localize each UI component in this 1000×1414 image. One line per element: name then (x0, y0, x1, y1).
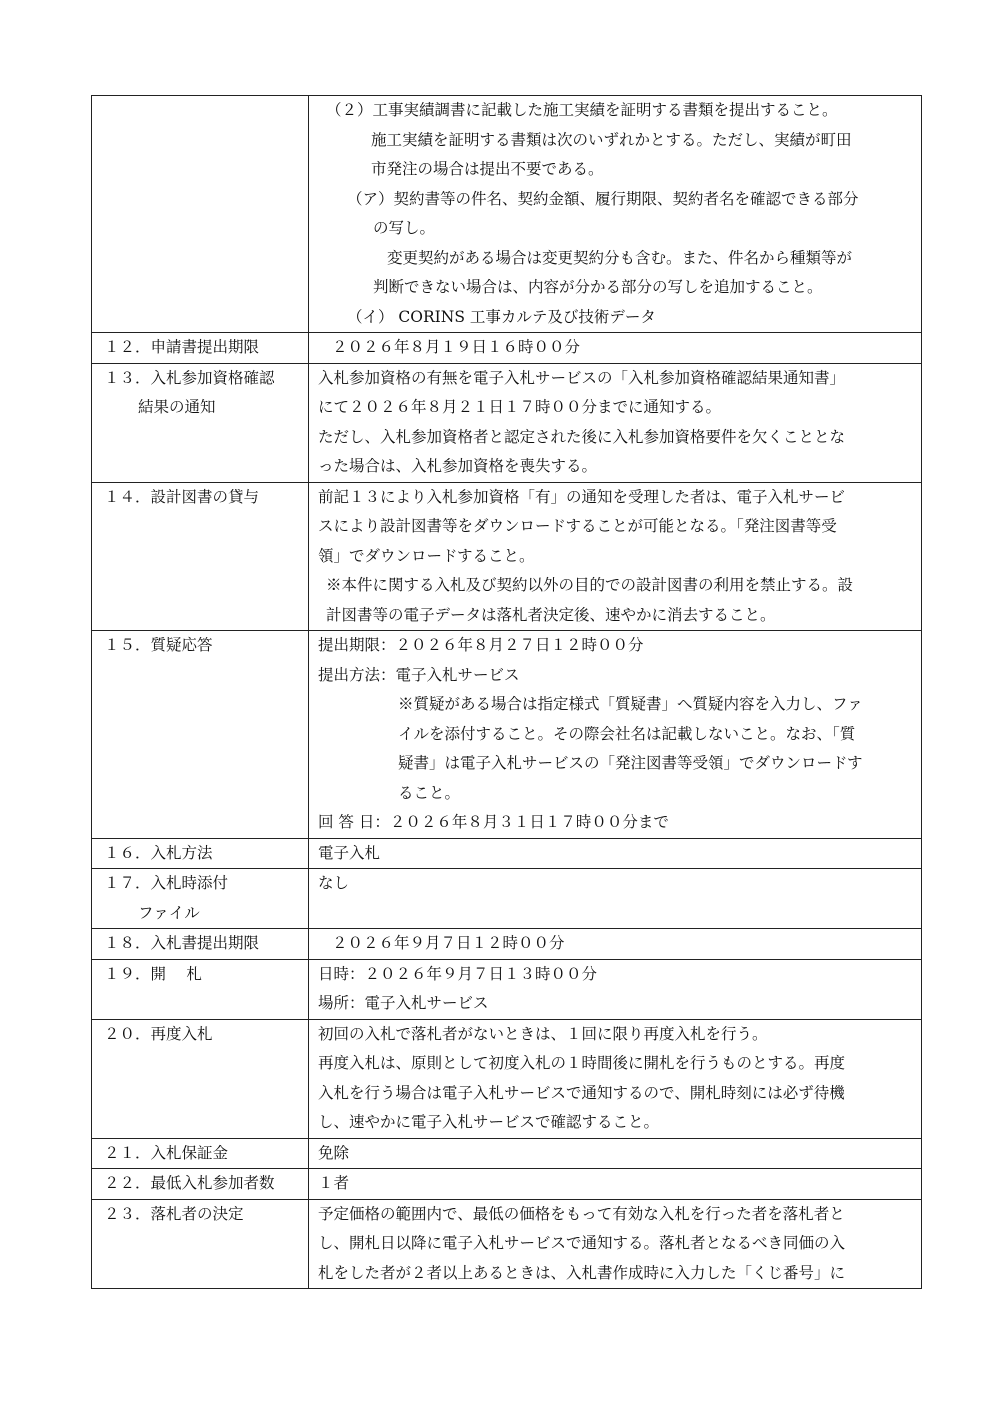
content-line: スにより設計図書等をダウンロードすることが可能となる。「発注図書等受 (318, 517, 837, 535)
table-row (92, 1169, 922, 1200)
heading-line: １２．申請書提出期限 (104, 338, 260, 356)
row-content (309, 838, 922, 869)
row-content (309, 1138, 922, 1169)
table-row (92, 1138, 922, 1169)
row-heading (92, 1019, 309, 1138)
content-line: 疑書」は電子入札サービスの「発注図書等受領」でダウンロードす (398, 754, 863, 772)
content-line: 札をした者が２者以上あるときは、入札書作成時に入力した「くじ番号」に (318, 1263, 846, 1282)
content-line: 市発注の場合は提出不要である。 (371, 160, 604, 178)
content-line: ること。 (398, 783, 461, 802)
row-heading (92, 1199, 309, 1289)
content-line: 日時：２０２６年９月７日１３時００分 (318, 964, 598, 983)
row-heading (92, 631, 309, 839)
content-line: し、速やかに電子入札サービスで確認すること。 (318, 1113, 660, 1131)
row-heading (92, 363, 309, 482)
content-line: 領」でダウンロードすること。 (318, 546, 535, 565)
content-line: ２０２６年８月１９日１６時００分 (332, 338, 581, 356)
heading-line (104, 96, 308, 126)
row-content (309, 869, 922, 929)
content-line: １者 (318, 1174, 350, 1192)
content-line: の写し。 (373, 219, 436, 237)
content-line: ただし、入札参加資格者と認定された後に入札参加資格要件を欠くこととな (318, 427, 846, 446)
content-line: 提出期限：２０２６年８月２７日１２時００分 (318, 636, 644, 654)
content-line: なし (318, 874, 350, 892)
heading-line: ２０．再度入札 (104, 1024, 213, 1043)
content-line: ２０２６年９月７日１２時００分 (332, 934, 565, 952)
table-row (92, 482, 922, 631)
specification-table (91, 95, 922, 1289)
row-heading (92, 838, 309, 869)
table-row (92, 363, 922, 482)
row-content (309, 1019, 922, 1138)
content-line: し、開札日以降に電子入札サービスで通知する。落札者となるべき同価の入 (318, 1234, 846, 1252)
row-content (309, 631, 922, 839)
table-row (92, 838, 922, 869)
row-content (309, 1169, 922, 1200)
content-line: 変更契約がある場合は変更契約分も含む。また、件名から種類等が (387, 248, 853, 267)
content-line: 予定価格の範囲内で、最低の価格をもって有効な入札を行った者を落札者と (318, 1204, 845, 1223)
heading-line: １７．入札時添付 (104, 874, 229, 892)
content-line: 判断できない場合は、内容が分かる部分の写しを追加すること。 (373, 278, 823, 296)
content-line: 前記１３により入札参加資格「有」の通知を受理した者は、電子入札サービ (318, 487, 846, 506)
table-row (92, 333, 922, 364)
row-heading (92, 1169, 309, 1200)
row-content (309, 929, 922, 960)
heading-line: ２２．最低入札参加者数 (104, 1174, 275, 1192)
row-content (309, 96, 922, 333)
heading-line: １４．設計図書の貸与 (104, 487, 260, 506)
table-row (92, 1019, 922, 1138)
content-line: ※本件に関する入札及び契約以外の目的での設計図書の利用を禁止する。設 (326, 576, 854, 594)
content-line: （ア）契約書等の件名、契約金額、履行期限、契約者名を確認できる部分 (347, 189, 859, 208)
row-heading (92, 333, 309, 364)
row-heading (92, 869, 309, 929)
row-heading (92, 1138, 309, 1169)
content-line: 計図書等の電子データは落札者決定後、速やかに消去すること。 (326, 605, 776, 624)
heading-line: ２３．落札者の決定 (104, 1204, 244, 1223)
content-line: イルを添付すること。その際会社名は記載しないこと。なお、「質 (398, 724, 856, 743)
content-line: 入札参加資格の有無を電子入札サービスの「入札参加資格確認結果通知書」 (318, 368, 846, 387)
row-heading (92, 482, 309, 631)
heading-line: 結果の通知 (138, 398, 216, 416)
content-line: 免除 (318, 1143, 350, 1162)
content-line: 回 答 日：２０２６年８月３１日１７時００分まで (318, 813, 669, 831)
content-line: にて２０２６年８月２１日１７時００分までに通知する。 (318, 398, 722, 416)
content-line: （２）工事実績調書に記載した施工実績を証明する書類を提出すること。 (326, 101, 838, 119)
heading-line: １３．入札参加資格確認 (104, 368, 275, 387)
content-line: 再度入札は、原則として初度入札の１時間後に開札を行うものとする。再度 (318, 1054, 846, 1072)
heading-line: ファイル (138, 903, 200, 922)
row-content (309, 363, 922, 482)
table-row (92, 631, 922, 839)
table-row (92, 1199, 922, 1289)
row-content (309, 333, 922, 364)
table-row (92, 869, 922, 929)
table-row (92, 96, 922, 333)
content-line: 場所：電子入札サービス (318, 994, 489, 1012)
content-line: 入札を行う場合は電子入札サービスで通知するので、開札時刻には必ず待機 (318, 1083, 845, 1102)
table-row (92, 929, 922, 960)
row-content (309, 482, 922, 631)
heading-line: １８．入札書提出期限 (104, 934, 260, 952)
content-line: 初回の入札で落札者がないときは、１回に限り再度入札を行う。 (318, 1024, 768, 1043)
heading-line: １９．開 札 (104, 964, 202, 983)
row-heading (92, 96, 309, 333)
content-line: 提出方法：電子入札サービス (318, 665, 520, 684)
content-line: 電子入札 (318, 843, 381, 862)
row-heading (92, 929, 309, 960)
row-heading (92, 959, 309, 1019)
content-line: （イ） CORINS 工事カルテ及び技術データ (347, 307, 656, 326)
content-line: 施工実績を証明する書類は次のいずれかとする。ただし、実績が町田 (371, 130, 852, 149)
row-content (309, 959, 922, 1019)
row-content (309, 1199, 922, 1289)
heading-line: １５．質疑応答 (104, 636, 213, 654)
heading-line: ２１．入札保証金 (104, 1143, 229, 1162)
heading-line: １６．入札方法 (104, 843, 213, 862)
content-line: ※質疑がある場合は指定様式「質疑書」へ質疑内容を入力し、ファ (398, 695, 863, 713)
table-row (92, 959, 922, 1019)
content-line: った場合は、入札参加資格を喪失する。 (318, 457, 598, 475)
